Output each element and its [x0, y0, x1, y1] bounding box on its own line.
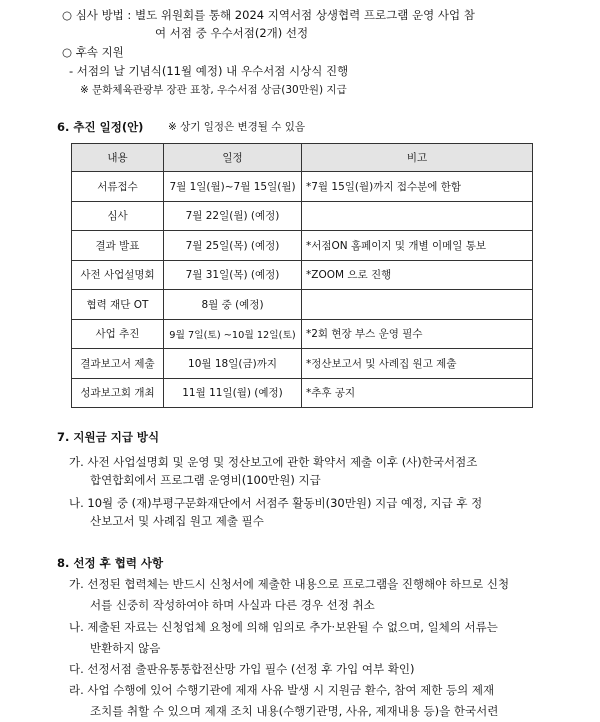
followup-title: ○ 후속 지원 — [62, 45, 124, 59]
section8-item-d-line-1: 라. 사업 수행에 있어 수행기관에 제재 사유 발생 시 지원금 환수, 참여 제한 등의 제재 — [69, 683, 495, 697]
table-row — [72, 378, 533, 408]
review-method-line-1: ○ 심사 방법 : 별도 위원회를 통해 2024 지역서점 상생협력 프로그램 운영 사업 참 — [62, 8, 475, 22]
section6-title: 6. 추진 일정(안) — [57, 120, 144, 134]
row-item: 서류접수 — [72, 172, 164, 202]
row-remark: *2회 현장 부스 운영 필수 — [302, 319, 533, 349]
row-date: 7월 22일(월) (예정) — [164, 201, 302, 231]
row-remark — [302, 201, 533, 231]
row-remark: *정산보고서 및 사례집 원고 제출 — [302, 349, 533, 379]
row-item: 성과보고회 개최 — [72, 378, 164, 408]
row-date: 11월 11일(월) (예정) — [164, 378, 302, 408]
section7-item-b-line-2: 산보고서 및 사례집 원고 제출 필수 — [90, 514, 264, 528]
section7-item-b-line-1: 나. 10월 중 (재)부평구문화재단에서 서점주 활동비(30만원) 지급 예정, 지급 후 정 — [69, 496, 483, 510]
row-item: 결과 발표 — [72, 231, 164, 261]
row-remark: *서점ON 홈페이지 및 개별 이메일 통보 — [302, 231, 533, 261]
row-remark — [302, 290, 533, 320]
followup-item: - 서점의 날 기념식(11월 예정) 내 우수서점 시상식 진행 — [69, 64, 349, 78]
row-date: 10월 18일(금)까지 — [164, 349, 302, 379]
section8-item-d-line-2: 조치를 취할 수 있으며 제재 조치 내용(수행기관명, 사유, 제재내용 등)을 한국서련 — [90, 704, 499, 718]
row-remark: *7월 15일(월)까지 접수분에 한함 — [302, 172, 533, 202]
row-date: 7월 31일(목) (예정) — [164, 260, 302, 290]
table-row — [72, 290, 533, 320]
row-remark: *추후 공지 — [302, 378, 533, 408]
section8-title: 8. 선정 후 협력 사항 — [57, 556, 164, 570]
row-date: 9월 7일(토) ~10월 12일(토) — [164, 319, 302, 349]
row-item: 협력 재단 OT — [72, 290, 164, 320]
section8-item-a-line-2: 서를 신중히 작성하여야 하며 사실과 다른 경우 선정 취소 — [90, 598, 375, 612]
section8-item-b-line-2: 반환하지 않음 — [90, 641, 161, 655]
followup-note: ※ 문화체육관광부 장관 표창, 우수서점 상금(30만원) 지급 — [80, 84, 347, 96]
row-item: 심사 — [72, 201, 164, 231]
section7-item-a-line-1: 가. 사전 사업설명회 및 운영 및 정산보고에 관한 확약서 제출 이후 (사)한국서점조 — [69, 455, 478, 469]
table-row — [72, 172, 533, 202]
table-row — [72, 260, 533, 290]
section8-item-b-line-1: 나. 제출된 자료는 신청업체 요청에 의해 임의로 추가·보완될 수 없으며, 일체의 서류는 — [69, 620, 498, 634]
header-content: 내용 — [72, 144, 164, 172]
row-item: 사업 추진 — [72, 319, 164, 349]
section8-item-a-line-1: 가. 선정된 협력체는 반드시 신청서에 제출한 내용으로 프로그램을 진행해야 하므로 신청 — [69, 577, 510, 591]
row-date: 7월 25일(목) (예정) — [164, 231, 302, 261]
row-item: 결과보고서 제출 — [72, 349, 164, 379]
table-row — [72, 319, 533, 349]
row-date: 8월 중 (예정) — [164, 290, 302, 320]
row-remark: *ZOOM 으로 진행 — [302, 260, 533, 290]
row-date: 7월 1일(월)~7월 15일(월) — [164, 172, 302, 202]
section7-item-a-line-2: 합연합회에서 프로그램 운영비(100만원) 지급 — [90, 473, 321, 487]
review-method-line-2: 여 서점 중 우수서점(2개) 선정 — [155, 26, 309, 40]
table-row — [72, 231, 533, 261]
section6-note: ※ 상기 일정은 변경될 수 있음 — [168, 121, 306, 133]
schedule-table — [71, 143, 533, 408]
header-schedule: 일정 — [164, 144, 302, 172]
table-row — [72, 349, 533, 379]
header-remark: 비고 — [302, 144, 533, 172]
table-row — [72, 201, 533, 231]
row-item: 사전 사업설명회 — [72, 260, 164, 290]
section8-item-c-line-1: 다. 선정서점 출판유통통합전산망 가입 필수 (선정 후 가입 여부 확인) — [69, 662, 415, 676]
section7-title: 7. 지원금 지급 방식 — [57, 430, 160, 444]
table-header-row — [72, 144, 533, 172]
